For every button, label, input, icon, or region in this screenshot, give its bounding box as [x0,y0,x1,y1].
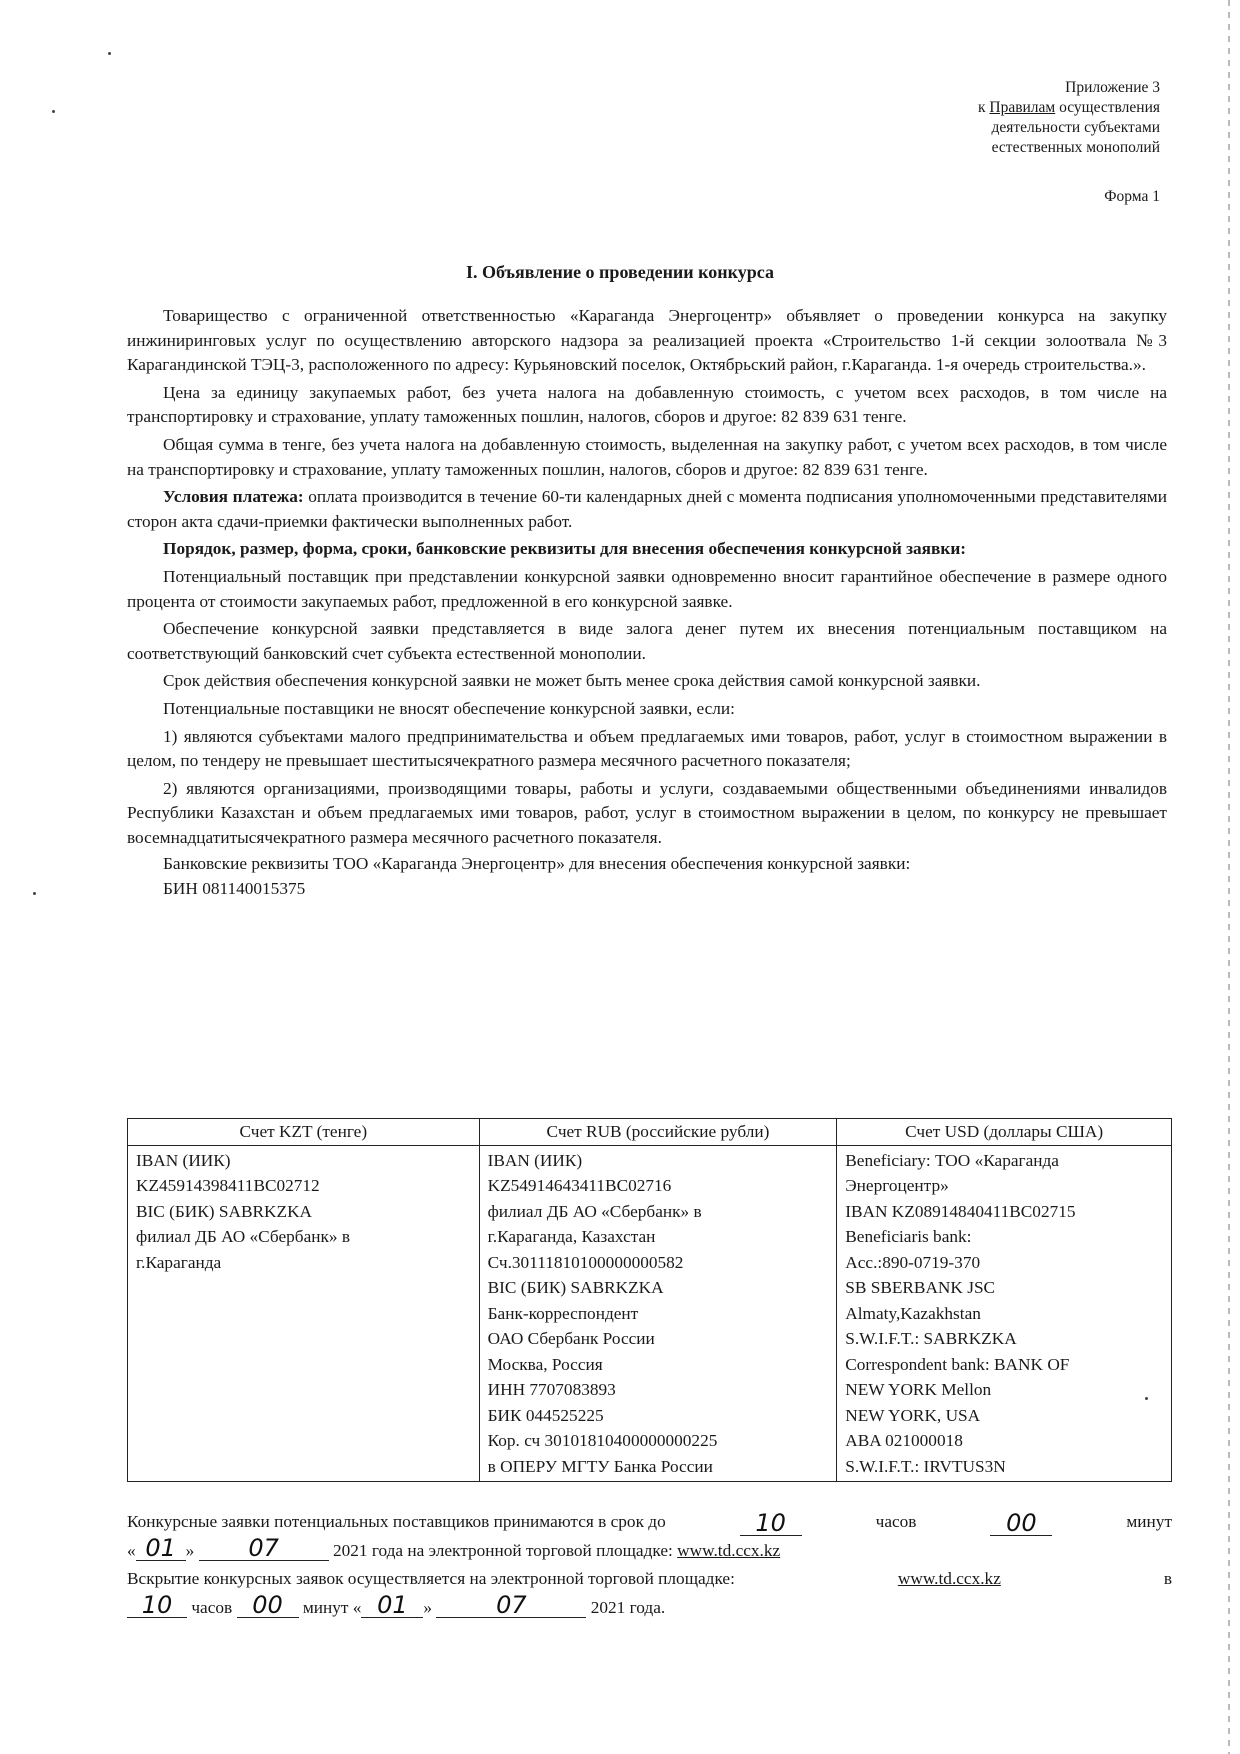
kzt-account-cell [128,1145,480,1482]
kzt-line: IBAN (ИИК) [136,1150,231,1170]
usd-line: NEW YORK, USA [845,1405,981,1425]
announcement-body [127,304,1167,903]
handwritten-month: 07 [199,1536,329,1561]
rub-line: БИК 044525225 [487,1405,604,1425]
handwritten-day: 01 [136,1536,186,1561]
deadline-line-2: « 01 » 07 2021 года на электронной торговой площадке: www.td.ccx.kz [127,1534,781,1562]
payment-terms: Условия платежа: оплата производится в течение 60-ти календарных дней с момента подписания уполномоченными представителями сторон акта сдачи-приемки фактически выполненных работ. [127,487,1167,531]
appendix-note [978,78,1160,158]
usd-line: Correspondent bank: BANK OF [845,1354,1070,1374]
appendix-line: к Правилам осуществления [977,99,1160,116]
appendix-line: деятельности субъектами [991,119,1160,136]
form-number: Форма 1 [1104,188,1160,205]
usd-line: Beneficiaris bank: [845,1227,972,1246]
handwritten-minutes: 00 [990,1511,1052,1536]
paragraph: Потенциальный поставщик при представлении конкурсной заявки одновременно вносит гарантийное обеспечение в размере одного процента от стоимости закупаемых работ, предложенной в его конкурсной заявке. [127,566,1167,611]
usd-line: ABA 021000018 [845,1431,963,1450]
rub-line: ИНН 7707083893 [487,1380,616,1399]
bank-details-intro: Банковские реквизиты ТОО «Караганда Энергоцентр» для внесения обеспечения конкурсной заявки: [163,854,911,874]
column-header-usd: Счет USD (доллары США) [837,1119,1172,1146]
rub-line: Банк-корреспондент [487,1303,639,1323]
scan-speck [52,110,55,113]
rub-line: г.Караганда, Казахстан [487,1227,656,1246]
trading-platform-link[interactable]: www.td.ccx.kz [677,1541,781,1560]
scan-speck [33,892,36,895]
usd-line: Beneficiary: ТОО «Караганда [845,1150,1059,1170]
appendix-line: Приложение 3 [1065,79,1160,96]
paragraph: Цена за единицу закупаемых работ, без учета налога на добавленную стоимость, с учетом всех расходов, в том числе на транспортировку и страхование, уплату таможенных пошлин, налогов, сборов и другое: 82 839 631 тенге. [127,382,1167,427]
usd-line: NEW YORK Mellon [845,1380,992,1399]
kzt-line: BIC (БИК) SABRKZKA [136,1201,313,1221]
scan-speck [108,52,111,55]
rub-line: BIC (БИК) SABRKZKA [487,1278,664,1297]
paragraph: Общая сумма в тенге, без учета налога на добавленную стоимость, выделенная на закупку работ, с учетом всех расходов, в том числе на транспортировку и страхование, уплату таможенных пошлин, налогов, сборов и другое: 82 839 631 тенге. [127,434,1167,479]
handwritten-opening-month: 07 [436,1593,586,1618]
rub-line: Сч.30111810100000000582 [487,1252,684,1272]
rub-line: KZ54914643411BC02716 [487,1176,672,1195]
kzt-line: KZ45914398411BC02712 [136,1176,320,1195]
rub-line: ОАО Сбербанк России [487,1329,655,1348]
handwritten-opening-hours: 10 [127,1593,187,1618]
appendix-line: естественных монополий [991,139,1160,156]
opening-line-1: Вскрытие конкурсных заявок осуществляется на электронной торговой площадке: www.td.ccx.kz в [127,1565,1172,1593]
rules-link[interactable]: Правилам [989,99,1056,116]
rub-line: филиал ДБ АО «Сбербанк» в [487,1201,702,1221]
paragraph: Срок действия обеспечения конкурсной заявки не может быть менее срока действия самой конкурсной заявки. [163,671,981,691]
paragraph: Товарищество с ограниченной ответственностью «Караганда Энергоцентр» объявляет о проведении конкурса на закупку инжиниринговых услуг по осуществлению авторского надзора за реализацией проекта «Строительство 1-й секции золоотвала №3 Карагандинской ТЭЦ-3, расположенного по адресу: Курьяновский поселок, Октябрьский район, г.Караганда. 1-я очередь строительства.». [127,306,1167,375]
usd-line: Acc.:890-0719-370 [845,1252,981,1272]
security-heading: Порядок, размер, форма, сроки, банковские реквизиты для внесения обеспечения конкурсной заявки: [163,539,967,559]
handwritten-opening-minutes: 00 [237,1593,299,1618]
kzt-line: г.Караганда [136,1252,222,1272]
rub-line: в ОПЕРУ МГТУ Банка России [487,1456,713,1476]
document-title: I. Объявление о проведении конкурса [465,262,775,282]
bank-details-table [127,1118,1172,1482]
column-header-rub: Счет RUB (российские рубли) [479,1119,837,1146]
bin-number: БИН 081140015375 [163,879,306,899]
opening-line-2: 10 часов 00 минут « 01 » 07 2021 года. [127,1593,1172,1622]
paragraph: Обеспечение конкурсной заявки представляется в виде залога денег путем их внесения потенциальным поставщиком на соответствующий банковский счет субъекта естественной монополии. [127,619,1167,663]
deadline-line-1: Конкурсные заявки потенциальных поставщиков принимаются в срок до 10 часов 00 минут [127,1509,1172,1537]
usd-line: IBAN KZ08914840411BC02715 [845,1201,1076,1221]
list-item: 2) являются организациями, производящими товары, работы и услуги, создаваемыми общественными объединениями инвалидов Республики Казахстан и объем предлагаемых ими товаров, работ, услуг в стоимостном выражении в целом, по конкурсу не превышает восемнадцатитысячекратного размера месячного расчетного показателя. [127,778,1167,847]
usd-account-cell [837,1145,1172,1482]
rub-line: Кор. сч 30101810400000000225 [487,1431,718,1450]
trading-platform-link[interactable]: www.td.ccx.kz [897,1569,1001,1588]
usd-line: Almaty,Kazakhstan [845,1303,981,1323]
usd-line: Энергоцентр» [845,1176,949,1195]
list-item: 1) являются субъектами малого предпринимательства и объем предлагаемых ими товаров, работ, услуг в стоимостном выражении в целом, по тендеру не превышает шеститысячекратного размера месячного расчетного показателя; [127,726,1167,771]
usd-line: SB SBERBANK JSC [845,1278,996,1297]
rub-line: Москва, Россия [487,1354,603,1374]
table-header-row [128,1119,1172,1146]
rub-line: IBAN (ИИК) [487,1150,583,1170]
kzt-line: филиал ДБ АО «Сбербанк» в [136,1227,351,1246]
submission-deadline [127,1508,1172,1622]
paragraph: Потенциальные поставщики не вносят обеспечение конкурсной заявки, если: [163,698,735,718]
handwritten-hours: 10 [740,1511,802,1536]
usd-line: S.W.I.F.T.: SABRKZKA [845,1329,1017,1348]
handwritten-opening-day: 01 [361,1593,423,1618]
usd-line: S.W.I.F.T.: IRVTUS3N [845,1456,1006,1476]
table-row [128,1145,1172,1482]
rub-account-cell [479,1145,837,1482]
column-header-kzt: Счет KZT (тенге) [128,1119,480,1146]
